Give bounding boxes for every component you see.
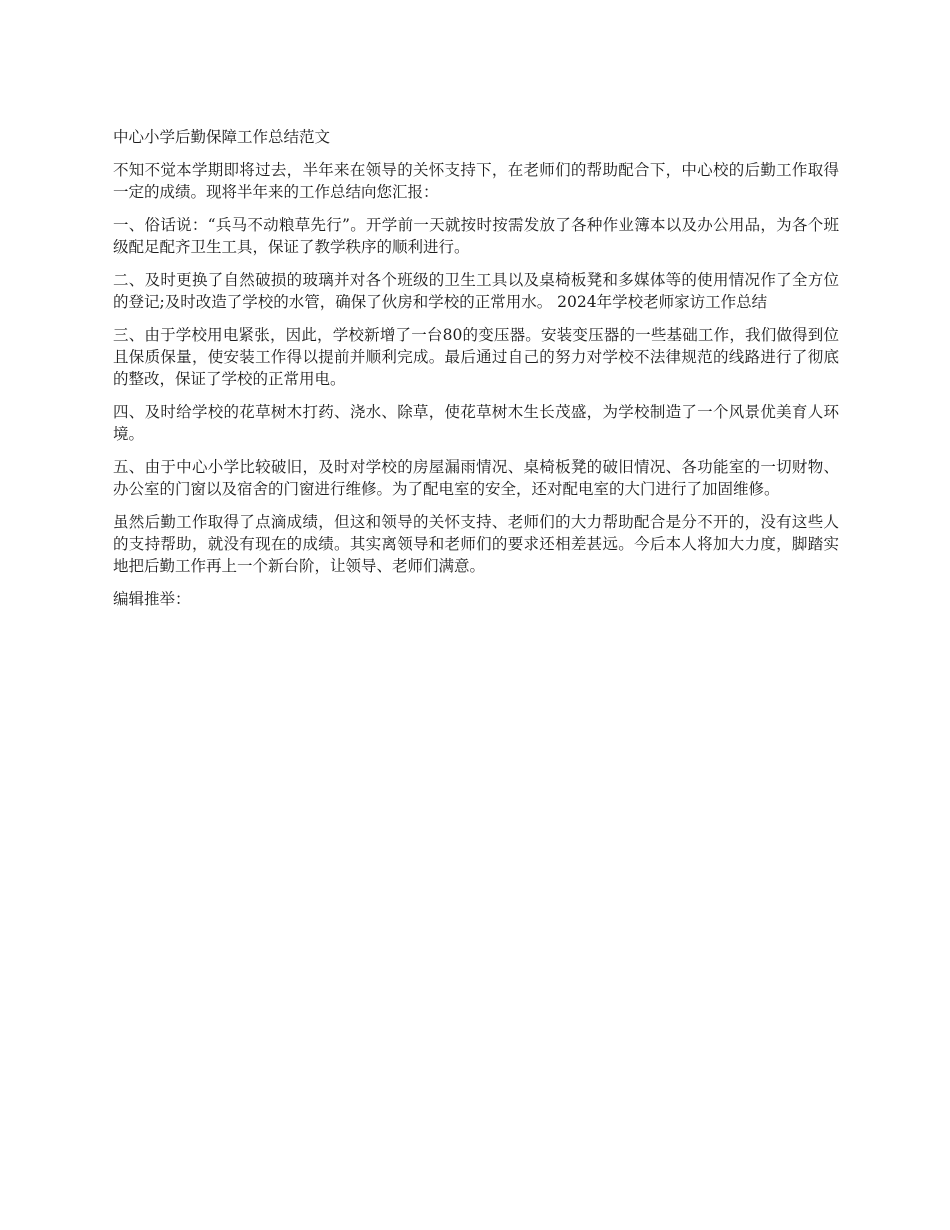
document-title: 中心小学后勤保障工作总结范文 xyxy=(113,128,331,146)
paragraph-section-1: 一、俗话说：“兵马不动粮草先行”。开学前一天就按时按需发放了各种作业簿本以及办公用品，为各个班级配足配齐卫生工具，保证了教学秩序的顺利进行。 xyxy=(113,216,839,256)
paragraph-conclusion: 虽然后勤工作取得了点滴成绩，但这和领导的关怀支持、老师们的大力帮助配合是分不开的，没有这些人的支持帮助，就没有现在的成绩。其实离领导和老师们的要求还相差甚远。今后本人将加大力度，脚踏实地把后勤工作再上一个新台阶，让领导、老师们满意。 xyxy=(113,513,839,575)
editor-recommendation-label: 编辑推举： xyxy=(113,590,191,608)
paragraph-section-2: 二、及时更换了自然破损的玻璃并对各个班级的卫生工具以及桌椅板凳和多媒体等的使用情况作了全方位的登记;及时改造了学校的水管，确保了伙房和学校的正常用水。 2024年学校老师家访工作总结 xyxy=(113,271,839,311)
paragraph-intro: 不知不觉本学期即将过去，半年来在领导的关怀支持下，在老师们的帮助配合下，中心校的后勤工作取得一定的成绩。现将半年来的工作总结向您汇报： xyxy=(113,161,839,201)
paragraph-section-4: 四、及时给学校的花草树木打药、浇水、除草，使花草树木生长茂盛，为学校制造了一个风景优美育人环境。 xyxy=(113,403,839,443)
paragraph-section-5: 五、由于中心小学比较破旧，及时对学校的房屋漏雨情况、桌椅板凳的破旧情况、各功能室的一切财物、办公室的门窗以及宿舍的门窗进行维修。为了配电室的安全，还对配电室的大门进行了加固维修。 xyxy=(113,458,839,498)
paragraph-section-3: 三、由于学校用电紧张，因此，学校新增了一台80的变压器。安装变压器的一些基础工作，我们做得到位且保质保量，使安装工作得以提前并顺利完成。最后通过自己的努力对学校不法律规范的线路进行了彻底的整改，保证了学校的正常用电。 xyxy=(113,326,839,388)
document-page xyxy=(113,126,839,610)
